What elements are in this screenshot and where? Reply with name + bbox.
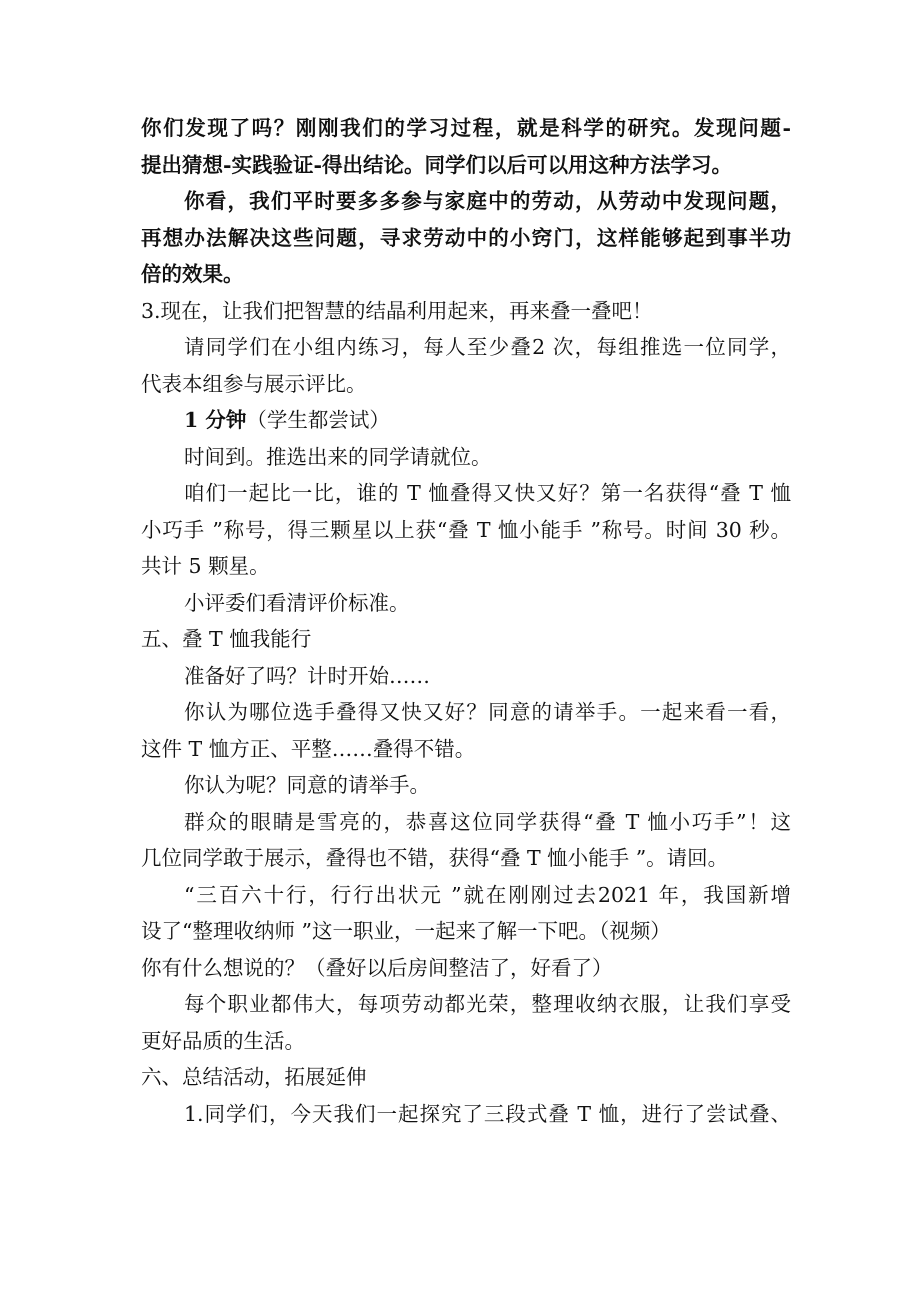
- paragraph-line: “三百六十行，行行出状元 ”就在刚刚过去2021 年，我国新增: [184, 882, 791, 907]
- paragraph-line: 3.现在，让我们把智慧的结晶利用起来，再来叠一叠吧！: [141, 298, 653, 323]
- paragraph-line: 共计 5 颗星。: [141, 554, 270, 578]
- paragraph-line: 时间到。推选出来的同学请就位。: [184, 444, 492, 469]
- paragraph-line: 几位同学敢于展示，叠得也不错，获得“叠 T 恤小能手 ”。请回。: [141, 846, 729, 870]
- paragraph-line: 你们发现了吗？刚刚我们的学习过程，就是科学的研究。发现问题-: [141, 116, 791, 140]
- paragraph-line: [141, 402, 791, 439]
- paragraph-line: 再想办法解决这些问题，寻求劳动中的小窍门，这样能够起到事半功: [141, 225, 791, 250]
- paragraph-line: 五、叠 T 恤我能行: [141, 627, 312, 651]
- paragraph-line: 咱们一起比一比，谁的 T 恤叠得又快又好？第一名获得“叠 T 恤: [184, 481, 791, 505]
- paragraph-line: 群众的眼睛是雪亮的，恭喜这位同学获得“叠 T 恤小巧手”！这: [184, 809, 791, 834]
- paragraph-line: 这件 T 恤方正、平整……叠得不错。: [141, 736, 476, 761]
- paragraph-line: 你看，我们平时要多多参与家庭中的劳动，从劳动中发现问题，: [184, 189, 791, 213]
- paragraph-line: 准备好了吗？计时开始……: [184, 663, 430, 688]
- paragraph-line: 你认为哪位选手叠得又快又好？同意的请举手。一起来看一看，: [184, 700, 791, 724]
- paragraph-line: 你有什么想说的？（叠好以后房间整洁了，好看了）: [141, 955, 613, 980]
- paragraph-line: 更好品质的生活。: [141, 1028, 305, 1053]
- paragraph-line: 小评委们看清评价标准。: [184, 590, 410, 615]
- paragraph-line: 你认为呢？同意的请举手。: [184, 773, 430, 797]
- paragraph-line: 1.同学们，今天我们一起探究了三段式叠 T 恤，进行了尝试叠、: [184, 1101, 791, 1126]
- paragraph-line: 每个职业都伟大，每项劳动都光荣，整理收纳衣服，让我们享受: [184, 992, 791, 1016]
- paragraph-line: 请同学们在小组内练习，每人至少叠2 次，每组推选一位同学，: [184, 335, 791, 359]
- paragraph-line: 小巧手 ”称号，得三颗星以上获“叠 T 恤小能手 ”称号。时间 30 秒。: [141, 517, 791, 542]
- paragraph-line: 倍的效果。: [141, 262, 244, 286]
- paragraph-line: 提出猜想-实践验证-得出结论。同学们以后可以用这种方法学习。: [141, 152, 733, 177]
- paragraph-line: 六、总结活动，拓展延伸: [141, 1065, 367, 1089]
- paragraph-line: 代表本组参与展示评比。: [141, 371, 367, 396]
- document-page: [141, 110, 791, 1132]
- paragraph-lead: 1 分钟: [184, 408, 247, 432]
- paragraph-line: 设了“整理收纳师 ”这一职业，一起来了解一下吧。（视频）: [141, 919, 671, 943]
- paragraph-text: （学生都尝试）: [246, 408, 390, 432]
